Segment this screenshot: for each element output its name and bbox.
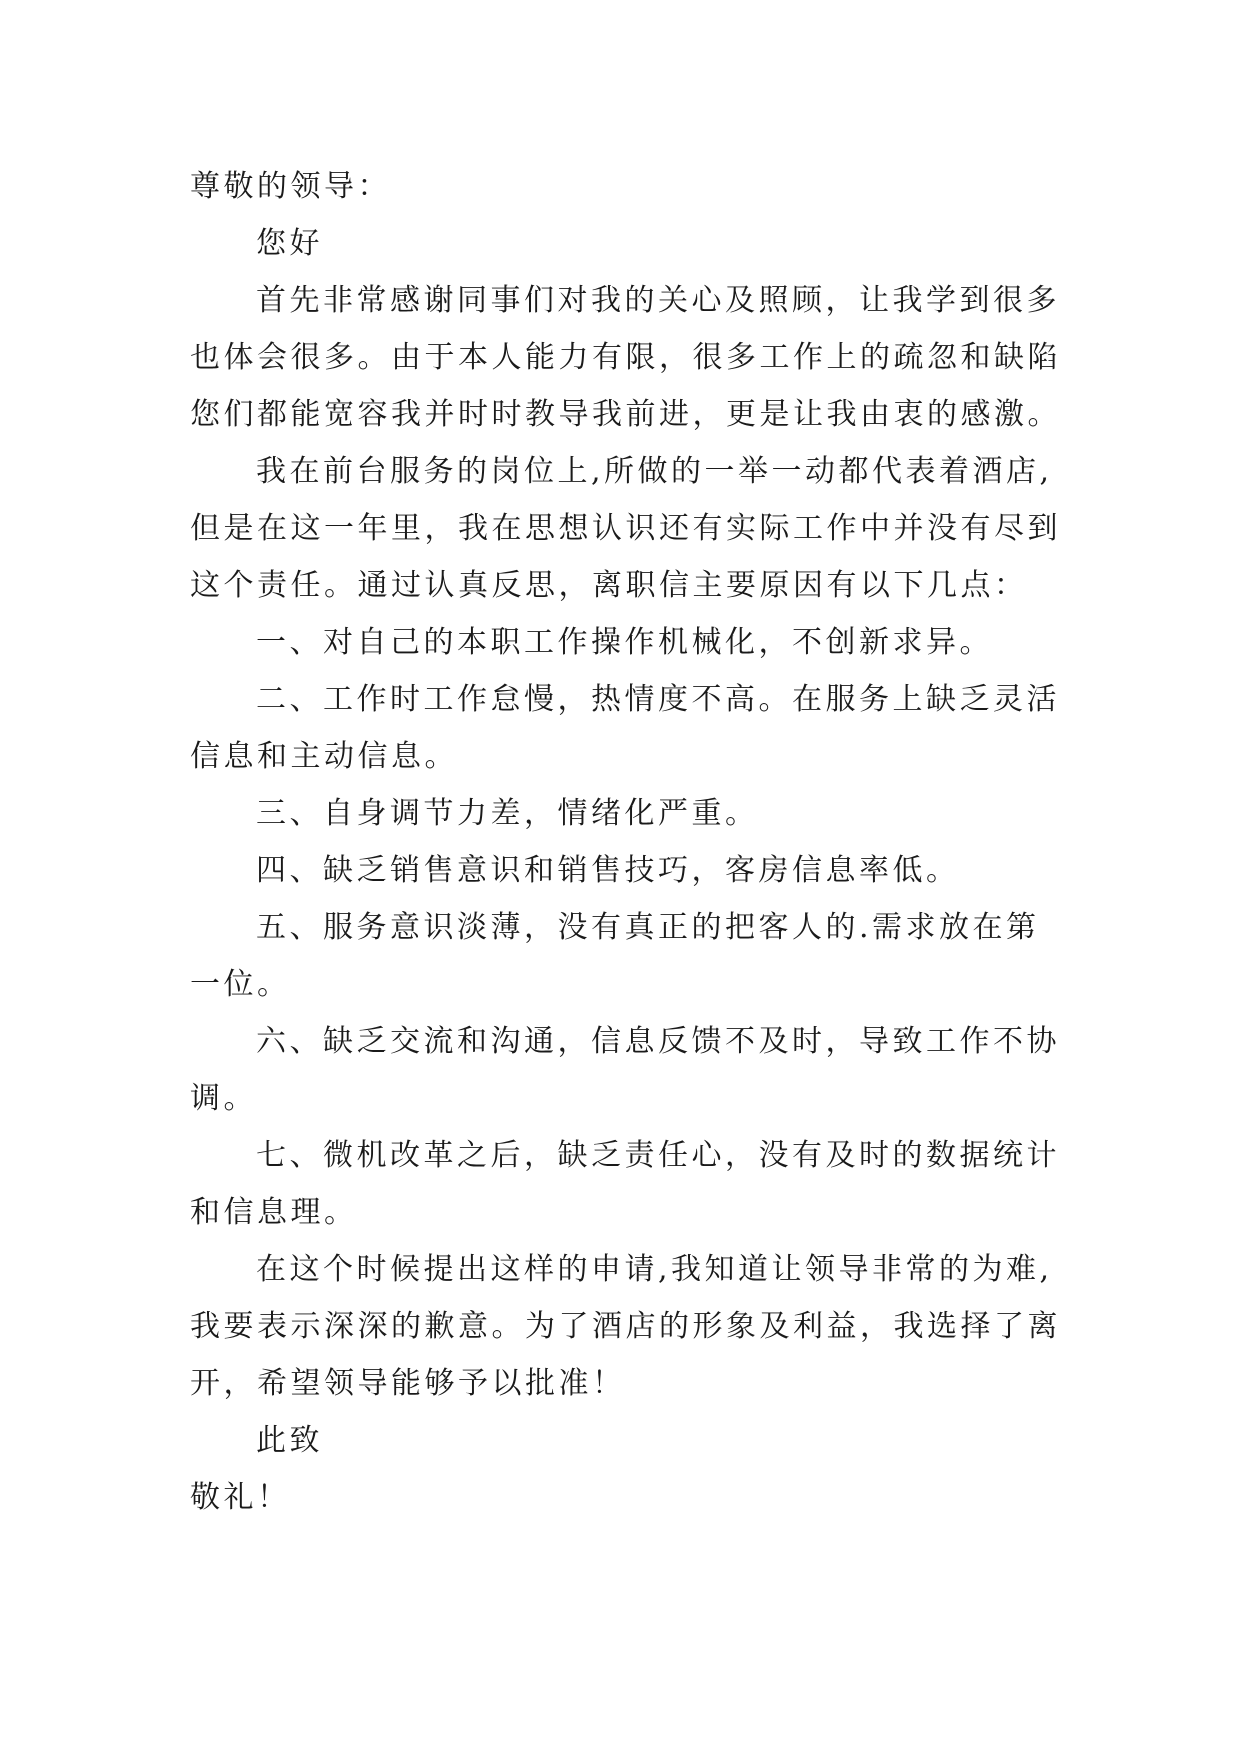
- body-line: 您们都能宽容我并时时教导我前进，更是让我由衷的感激。: [190, 397, 1061, 432]
- reason-item: 六、缺乏交流和沟通，信息反馈不及时，导致工作不协: [256, 1024, 1060, 1059]
- body-line: 我在前台服务的岗位上,所做的一举一动都代表着酒店,: [256, 454, 1053, 489]
- reason-item-continued: 一位。: [190, 967, 291, 1002]
- greeting: 您好: [256, 226, 323, 261]
- reason-item-continued: 调。: [190, 1081, 257, 1116]
- salutation: 尊敬的领导：: [190, 169, 391, 204]
- body-line: 在这个时候提出这样的申请,我知道让领导非常的为难,: [256, 1252, 1053, 1287]
- reason-item: 七、微机改革之后，缺乏责任心，没有及时的数据统计: [256, 1138, 1060, 1173]
- body-line: 开，希望领导能够予以批准！: [190, 1366, 626, 1401]
- reason-item: 五、服务意识淡薄，没有真正的把客人的.需求放在第: [256, 910, 1040, 945]
- regards: 敬礼！: [190, 1480, 291, 1515]
- body-line: 我要表示深深的歉意。为了酒店的形象及利益，我选择了离: [190, 1309, 1061, 1344]
- body-line: 但是在这一年里，我在思想认识还有实际工作中并没有尽到: [190, 511, 1061, 546]
- closing: 此致: [256, 1423, 323, 1458]
- reason-item: 二、工作时工作怠慢，热情度不高。在服务上缺乏灵活: [256, 682, 1060, 717]
- body-line: 首先非常感谢同事们对我的关心及照顾，让我学到很多: [256, 283, 1060, 318]
- letter-body: [190, 158, 1070, 1526]
- reason-item: 三、自身调节力差，情绪化严重。: [256, 796, 759, 831]
- reason-item-continued: 信息和主动信息。: [190, 739, 458, 774]
- reason-item: 一、对自己的本职工作操作机械化，不创新求异。: [256, 625, 993, 660]
- body-line: 也体会很多。由于本人能力有限，很多工作上的疏忽和缺陷: [190, 340, 1061, 375]
- reason-item-continued: 和信息理。: [190, 1195, 358, 1230]
- reason-item: 四、缺乏销售意识和销售技巧，客房信息率低。: [256, 853, 960, 888]
- body-line: 这个责任。通过认真反思，离职信主要原因有以下几点：: [190, 568, 1028, 603]
